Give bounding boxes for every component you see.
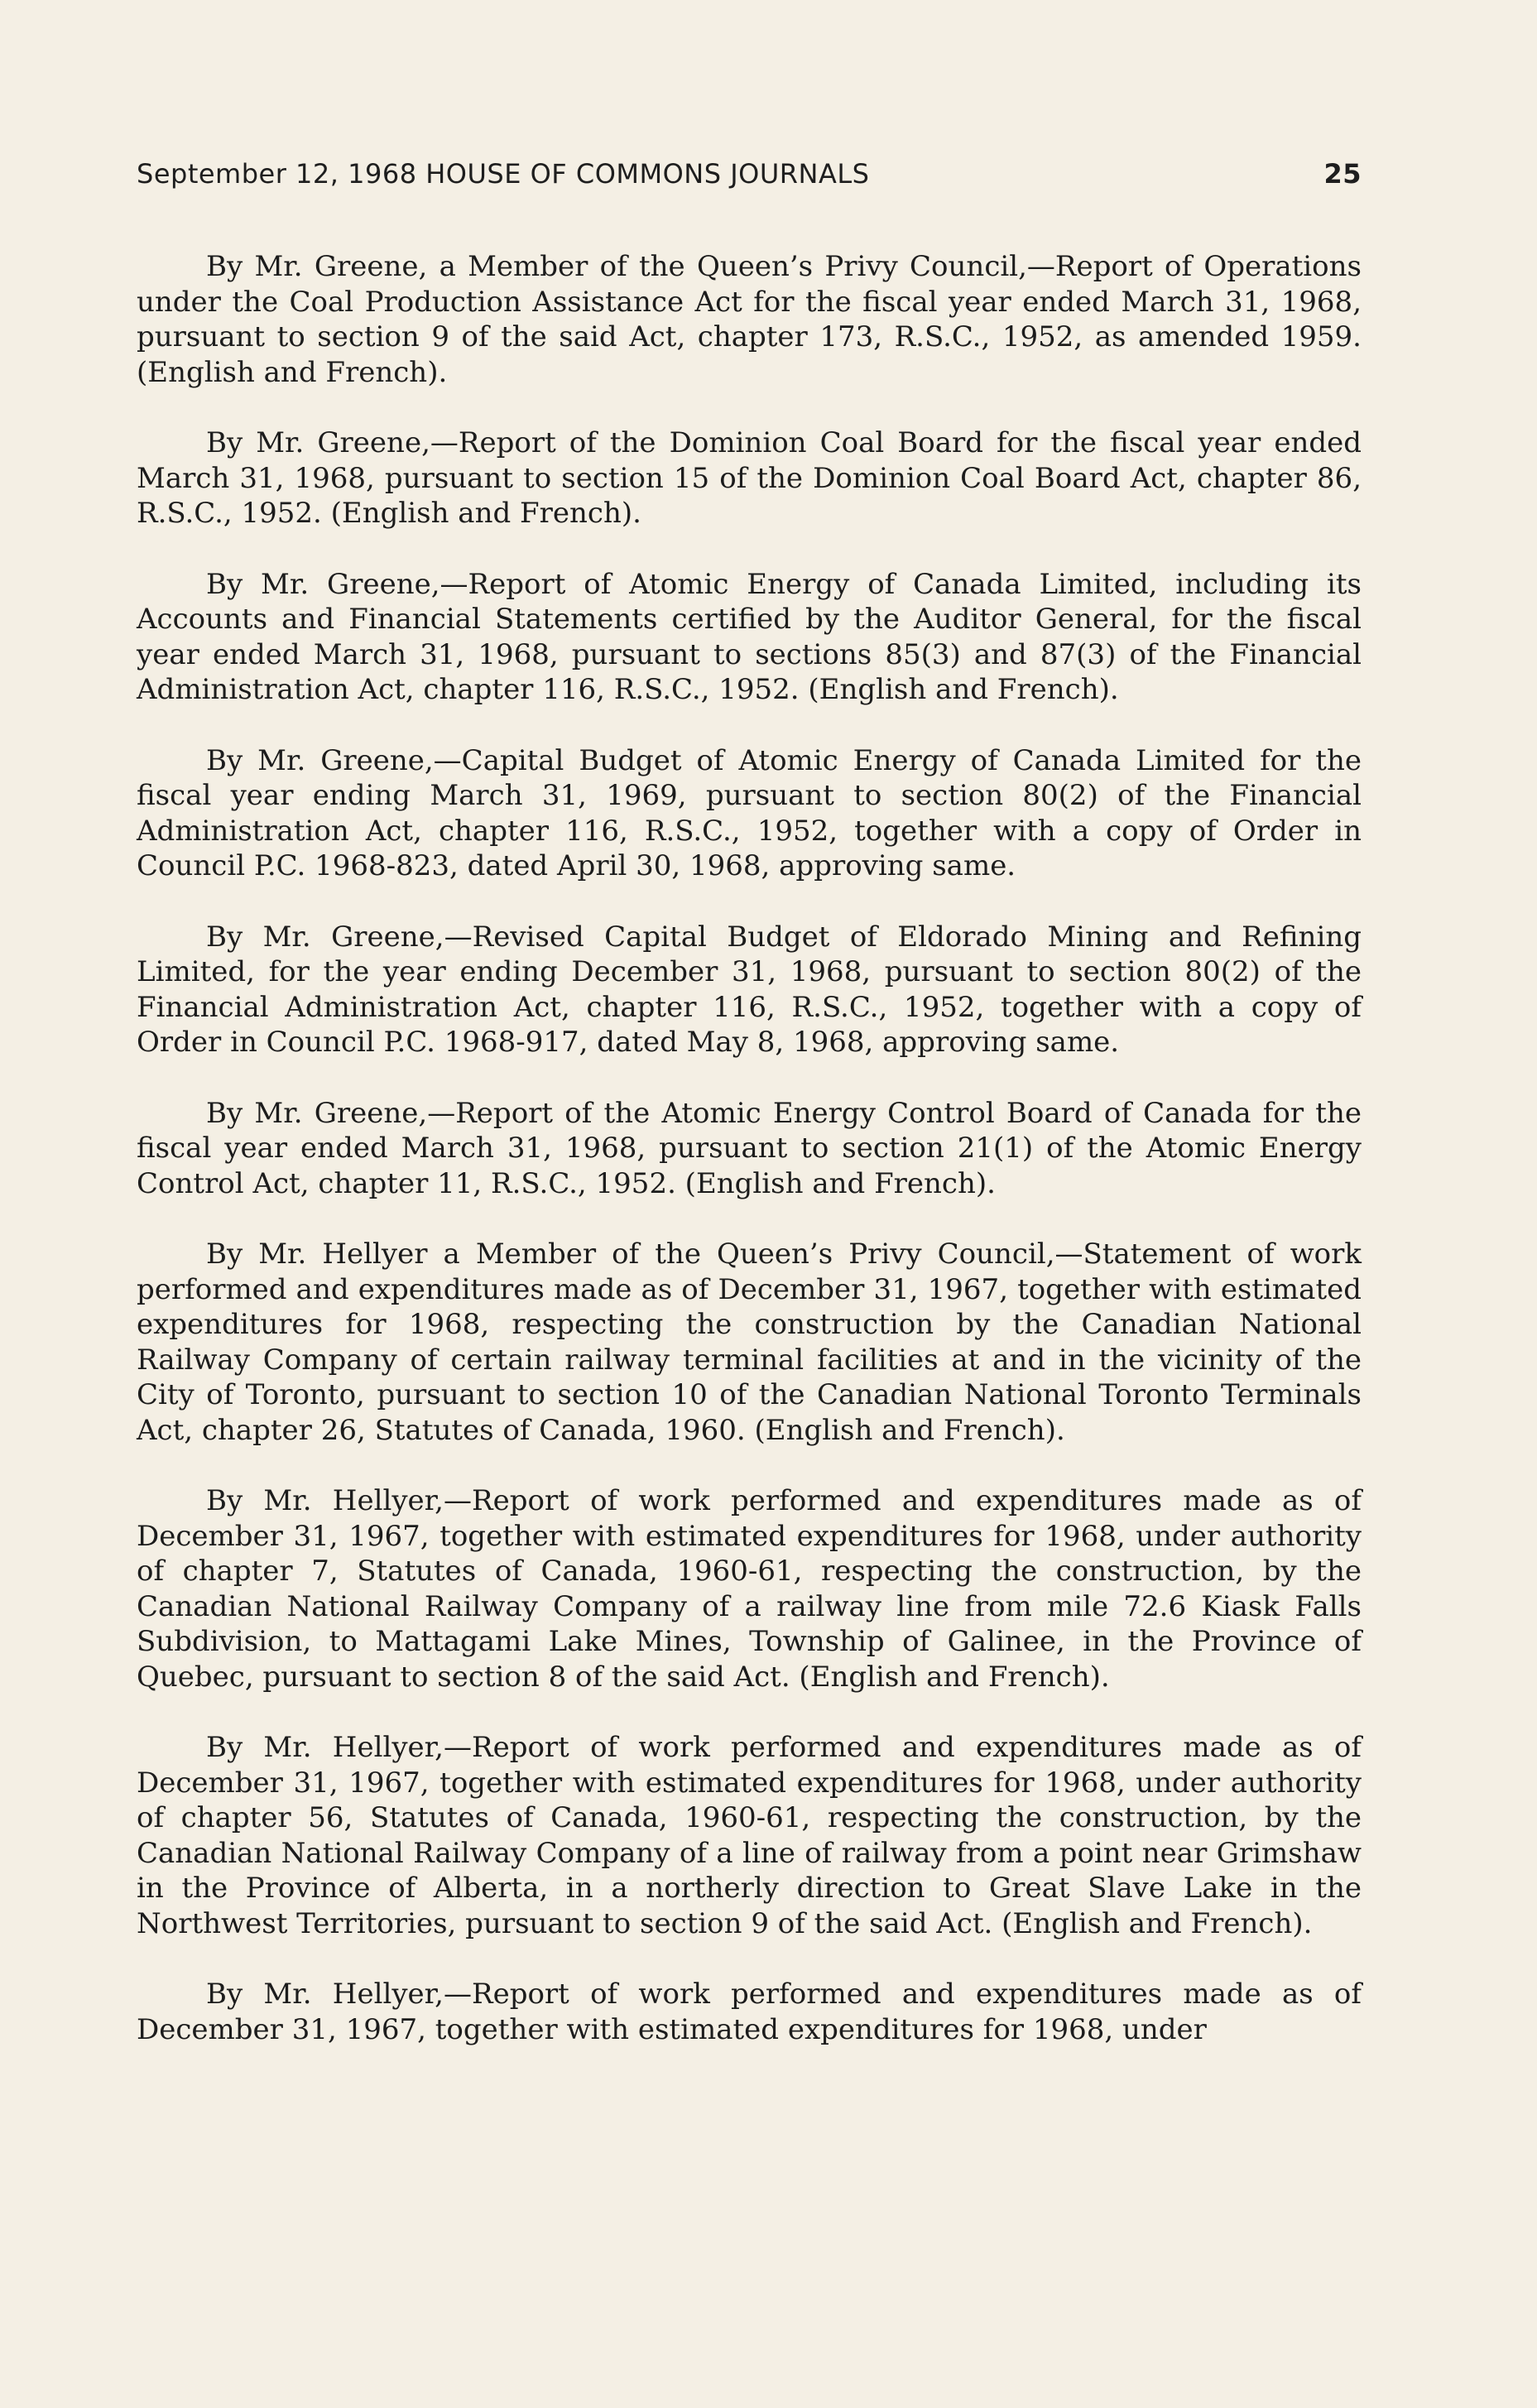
tabled-documents-list (137, 249, 1362, 2047)
page-content (137, 158, 1362, 2083)
entry-coal-production-report: By Mr. Greene, a Member of the Queen’s Privy Council,—Report of Operations under the Coal Production Assistance Act for the fiscal year ended March 31, 1968, pursuant to section 9 of the said Act, chapter 173, R.S.C., 1952, as amended 1959. (English and French). (137, 250, 1362, 389)
entry-hellyer-report-continued: By Mr. Hellyer,—Report of work performed and expenditures made as of December 31, 1967, together with estimated expenditures for 1968, under (137, 1978, 1362, 2046)
entry-atomic-energy-control-board-report: By Mr. Greene,—Report of the Atomic Energy Control Board of Canada for the fiscal year ended March 31, 1968, pursuant to section 21(1) of the Atomic Energy Control Act, chapter 11, R.S.C., 1952. (English and French). (137, 1096, 1362, 1200)
entry-great-slave-lake-railway-report: By Mr. Hellyer,—Report of work performed and expenditures made as of December 31, 1967, together with estimated expenditures for 1968, under authority of chapter 56, Statutes of Canada, 1960-61, respecting the construction, by the Canadian National Railway Company of a line of railway from a point near Grimshaw in the Province of Alberta, in a northerly direction to Great Slave Lake in the Northwest Territories, pursuant to section 9 of the said Act. (English and French). (137, 1731, 1362, 1940)
entry-atomic-energy-canada-report: By Mr. Greene,—Report of Atomic Energy of Canada Limited, including its Accounts and Financial Statements certified by the Auditor General, for the fiscal year ended March 31, 1968, pursuant to sections 85(3) and 87(3) of the Financial Administration Act, chapter 116, R.S.C., 1952. (English and French). (137, 567, 1362, 706)
entry-dominion-coal-board-report: By Mr. Greene,—Report of the Dominion Coal Board for the fiscal year ended March 31, 1968, pursuant to section 15 of the Dominion Coal Board Act, chapter 86, R.S.C., 1952. (English and French). (137, 426, 1362, 530)
header-date: September 12, 1968 (137, 158, 417, 190)
page-number: 25 (1323, 158, 1362, 190)
entry-eldorado-capital-budget: By Mr. Greene,—Revised Capital Budget of Eldorado Mining and Refining Limited, for the year ending December 31, 1968, pursuant to section 80(2) of the Financial Administration Act, chapter 116, R.S.C., 1952, together with a copy of Order in Council P.C. 1968-917, dated May 8, 1968, approving same. (137, 920, 1362, 1059)
entry-atomic-energy-capital-budget: By Mr. Greene,—Capital Budget of Atomic Energy of Canada Limited for the fiscal year ending March 31, 1969, pursuant to section 80(2) of the Financial Administration Act, chapter 116, R.S.C., 1952, together with a copy of Order in Council P.C. 1968-823, dated April 30, 1968, approving same. (137, 743, 1362, 882)
running-head (137, 158, 1362, 195)
running-head-title (137, 158, 869, 190)
entry-mattagami-railway-report: By Mr. Hellyer,—Report of work performed and expenditures made as of December 31, 1967, together with estimated expenditures for 1968, under authority of chapter 7, Statutes of Canada, 1960-61, respecting the construction, by the Canadian National Railway Company of a railway line from mile 72.6 Kiask Falls Subdivision, to Mattagami Lake Mines, Township of Galinee, in the Province of Quebec, pursuant to section 8 of the said Act. (English and French). (137, 1484, 1362, 1694)
header-publication: HOUSE OF COMMONS JOURNALS (425, 158, 870, 190)
entry-toronto-terminals-statement: By Mr. Hellyer a Member of the Queen’s Privy Council,—Statement of work performed and expenditures made as of December 31, 1967, together with estimated expenditures for 1968, respecting the construction by the Canadian National Railway Company of certain railway terminal facilities at and in the vicinity of the City of Toronto, pursuant to section 10 of the Canadian National Toronto Terminals Act, chapter 26, Statutes of Canada, 1960. (English and French). (137, 1238, 1362, 1447)
